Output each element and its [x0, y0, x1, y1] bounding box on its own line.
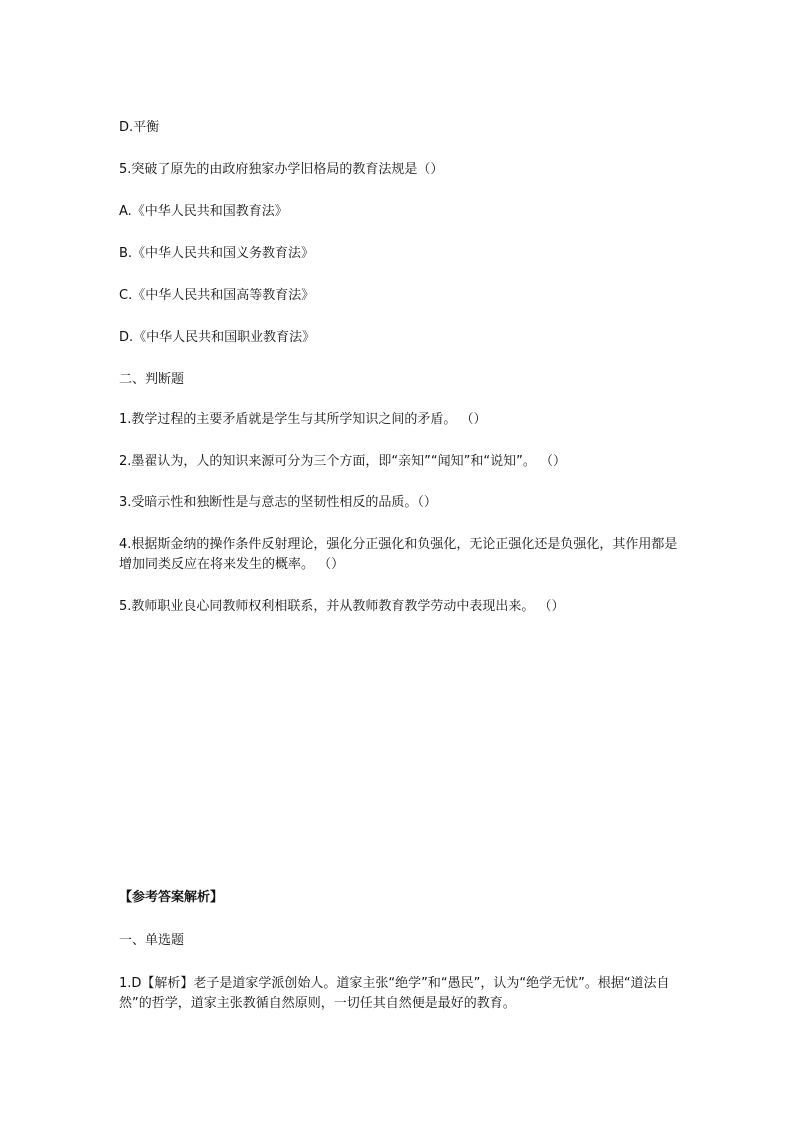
judgment-item-2: 2.墨翟认为，人的知识来源可分为三个方面，即“亲知”“闻知”和“说知”。 （） — [119, 454, 566, 469]
question-5-option-a: A.《中华人民共和国教育法》 — [119, 204, 288, 219]
option-d-balance: D.平衡 — [119, 120, 160, 135]
section-two-heading: 二、判断题 — [119, 372, 185, 387]
judgment-item-5: 5.教师职业良心同教师权利相联系，并从教师教育教学劳动中表现出来。 （） — [119, 599, 565, 614]
answer-section-title: 【参考答案解析】 — [119, 890, 224, 905]
question-5-stem: 5.突破了原先的由政府独家办学旧格局的教育法规是（） — [119, 162, 444, 177]
question-5-option-d: D.《中华人民共和国职业教育法》 — [119, 330, 316, 345]
judgment-item-1: 1.教学过程的主要矛盾就是学生与其所学知识之间的矛盾。 （） — [119, 412, 487, 427]
judgment-item-4: 4.根据斯金纳的操作条件反射理论，强化分正强化和负强化，无论正强化还是负强化，其作用都是增加同类反应在将来发生的概率。 （） — [119, 537, 678, 572]
answer-single-choice-heading: 一、单选题 — [119, 933, 185, 948]
question-5-option-b: B.《中华人民共和国义务教育法》 — [119, 246, 315, 261]
question-5-option-c: C.《中华人民共和国高等教育法》 — [119, 288, 315, 303]
answer-explanation-1: 1.D【解析】老子是道家学派创始人。道家主张“绝学”和“愚民”，认为“绝学无忧”。根据“道法自然”的哲学，道家主张教循自然原则，一切任其自然便是最好的教育。 — [119, 976, 670, 1011]
judgment-item-3: 3.受暗示性和独断性是与意志的坚韧性相反的品质。（） — [119, 495, 437, 510]
